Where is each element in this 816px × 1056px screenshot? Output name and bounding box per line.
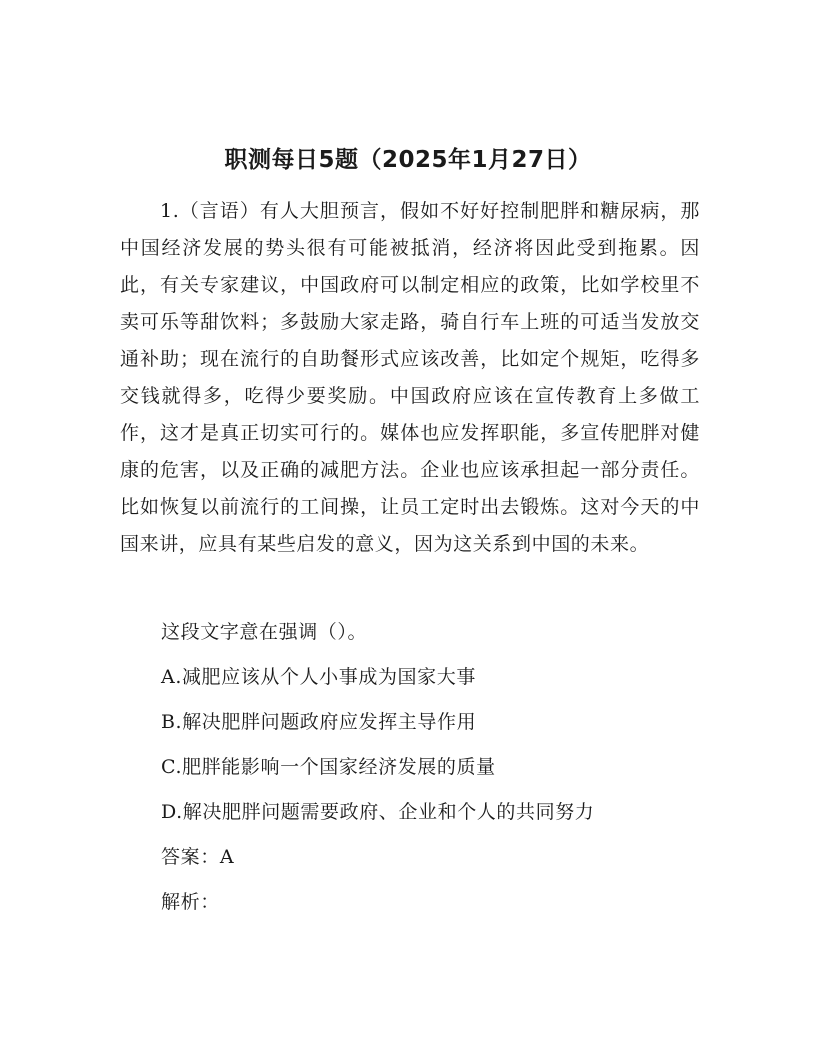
answer-line — [161, 842, 234, 872]
analysis-label: 解析： — [161, 891, 220, 913]
answer-value: A — [219, 846, 235, 868]
question-body — [120, 193, 700, 563]
page-title: 职测每日5题（2025年1月27日） — [224, 147, 592, 173]
question-stem: 这段文字意在强调（）。 — [161, 621, 368, 643]
option-d: D.解决肥胖问题需要政府、企业和个人的共同努力 — [161, 801, 595, 823]
question-passage — [120, 193, 700, 563]
question-number: 1. — [160, 200, 180, 222]
answer-label: 答案： — [161, 846, 220, 868]
question-category: （言语） — [179, 200, 260, 222]
option-a: A.减肥应该从个人小事成为国家大事 — [161, 666, 476, 688]
option-c: C.肥胖能影响一个国家经济发展的质量 — [161, 756, 496, 778]
passage-text: 有人大胆预言，假如不好好控制肥胖和糖尿病，那中国经济发展的势头很有可能被抵消，经济将因此受到拖累。因此，有关专家建议，中国政府可以制定相应的政策，比如学校里不卖可乐等甜饮料；多鼓励大家走路，骑自行车上班的可适当发放交通补助；现在流行的自助餐形式应该改善，比如定个规矩，吃得多交钱就得多，吃得少要奖励。中国政府应该在宣传教育上多做工作，这才是真正切实可行的。媒体也应发挥职能，多宣传肥胖对健康的危害，以及正确的减肥方法。企业也应该承担起一部分责任。比如恢复以前流行的工间操，让员工定时出去锻炼。这对今天的中国来讲，应具有某些启发的意义，因为这关系到中国的未来。 — [120, 200, 700, 555]
option-b: B.解决肥胖问题政府应发挥主导作用 — [161, 711, 477, 733]
